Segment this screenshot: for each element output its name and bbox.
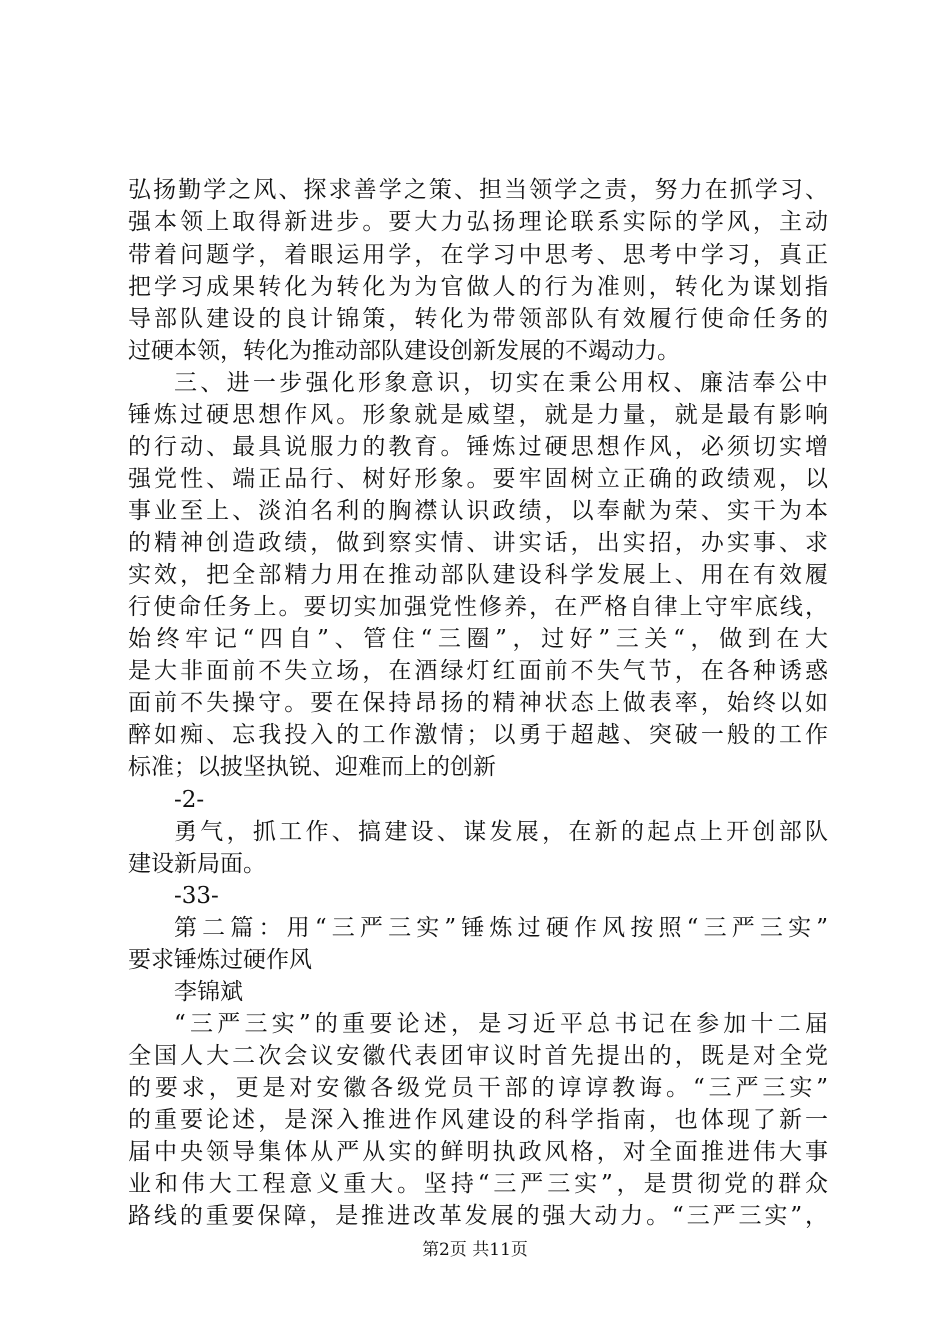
paragraph-line: 把学习成果转化为转化为为官做人的行为准则，转化为谋划指 bbox=[128, 274, 828, 300]
paragraph-line: 届中央领导集体从严从实的鲜明执政风格，对全面推进伟大事 bbox=[128, 1139, 828, 1165]
page-marker: -2- bbox=[174, 787, 205, 813]
paragraph-line: 过硬本领，转化为推动部队建设创新发展的不竭动力。 bbox=[128, 338, 680, 364]
paragraph-line: 勇气，抓工作、搞建设、谋发展，在新的起点上开创部队 bbox=[174, 819, 828, 845]
paragraph-line: 的行动、最具说服力的教育。锤炼过硬思想作风，必须切实增 bbox=[128, 434, 828, 460]
paragraph-line: 强本领上取得新进步。要大力弘扬理论联系实际的学风，主动 bbox=[128, 209, 828, 235]
section-heading-line: 三、进一步强化形象意识，切实在秉公用权、廉洁奉公中 bbox=[174, 370, 828, 396]
paragraph-line: 面前不失操守。要在保持昂扬的精神状态上做表率，始终以如 bbox=[128, 690, 828, 716]
paragraph-line: 的要求，更是对安徽各级党员干部的谆谆教诲。“三严三实” bbox=[128, 1075, 828, 1101]
article-title-line: 第二篇：用“三严三实”锤炼过硬作风按照“三严三实” bbox=[174, 915, 828, 941]
paragraph-line: 是大非面前不失立场，在酒绿灯红面前不失气节，在各种诱惑 bbox=[128, 658, 828, 684]
paragraph-line: 事业至上、淡泊名利的胸襟认识政绩，以奉献为荣、实干为本 bbox=[128, 498, 828, 524]
paragraph-line: 实效，把全部精力用在推动部队建设科学发展上、用在有效履 bbox=[128, 562, 828, 588]
author-name: 李锦斌 bbox=[174, 979, 243, 1005]
paragraph-line: 醉如痴、忘我投入的工作激情；以勇于超越、突破一般的工作 bbox=[128, 722, 828, 748]
paragraph-line: 行使命任务上。要切实加强党性修养，在严格自律上守牢底线， bbox=[128, 594, 828, 620]
paragraph-line: 全国人大二次会议安徽代表团审议时首先提出的，既是对全党 bbox=[128, 1043, 828, 1069]
paragraph-line: 建设新局面。 bbox=[128, 851, 266, 877]
paragraph-line: 导部队建设的良计锦策，转化为带领部队有效履行使命任务的 bbox=[128, 306, 828, 332]
paragraph-line: 的精神创造政绩，做到察实情、讲实话，出实招，办实事、求 bbox=[128, 530, 828, 556]
page-footer: 第2页 共11页 bbox=[422, 1240, 528, 1260]
paragraph-line: 标准；以披坚执锐、迎难而上的创新 bbox=[128, 754, 496, 780]
page-marker: -33- bbox=[174, 883, 219, 909]
paragraph-line: 始终牢记“四自”、管住“三圈”，过好”三关“，做到在大 bbox=[128, 626, 828, 652]
paragraph-line: 路线的重要保障，是推进改革发展的强大动力。“三严三实”， bbox=[128, 1203, 828, 1229]
paragraph-line: 的重要论述，是深入推进作风建设的科学指南，也体现了新一 bbox=[128, 1107, 828, 1133]
article-title-line: 要求锤炼过硬作风 bbox=[128, 947, 312, 973]
paragraph-line: 弘扬勤学之风、探求善学之策、担当领学之责，努力在抓学习、 bbox=[128, 177, 828, 203]
paragraph-line: 带着问题学，着眼运用学，在学习中思考、思考中学习，真正 bbox=[128, 242, 828, 268]
paragraph-line: 锤炼过硬思想作风。形象就是威望，就是力量，就是最有影响 bbox=[128, 402, 828, 428]
paragraph-line: 业和伟大工程意义重大。坚持“三严三实”，是贯彻党的群众 bbox=[128, 1171, 828, 1197]
paragraph-line: “三严三实”的重要论述，是习近平总书记在参加十二届 bbox=[174, 1011, 828, 1037]
paragraph-line: 强党性、端正品行、树好形象。要牢固树立正确的政绩观，以 bbox=[128, 466, 828, 492]
